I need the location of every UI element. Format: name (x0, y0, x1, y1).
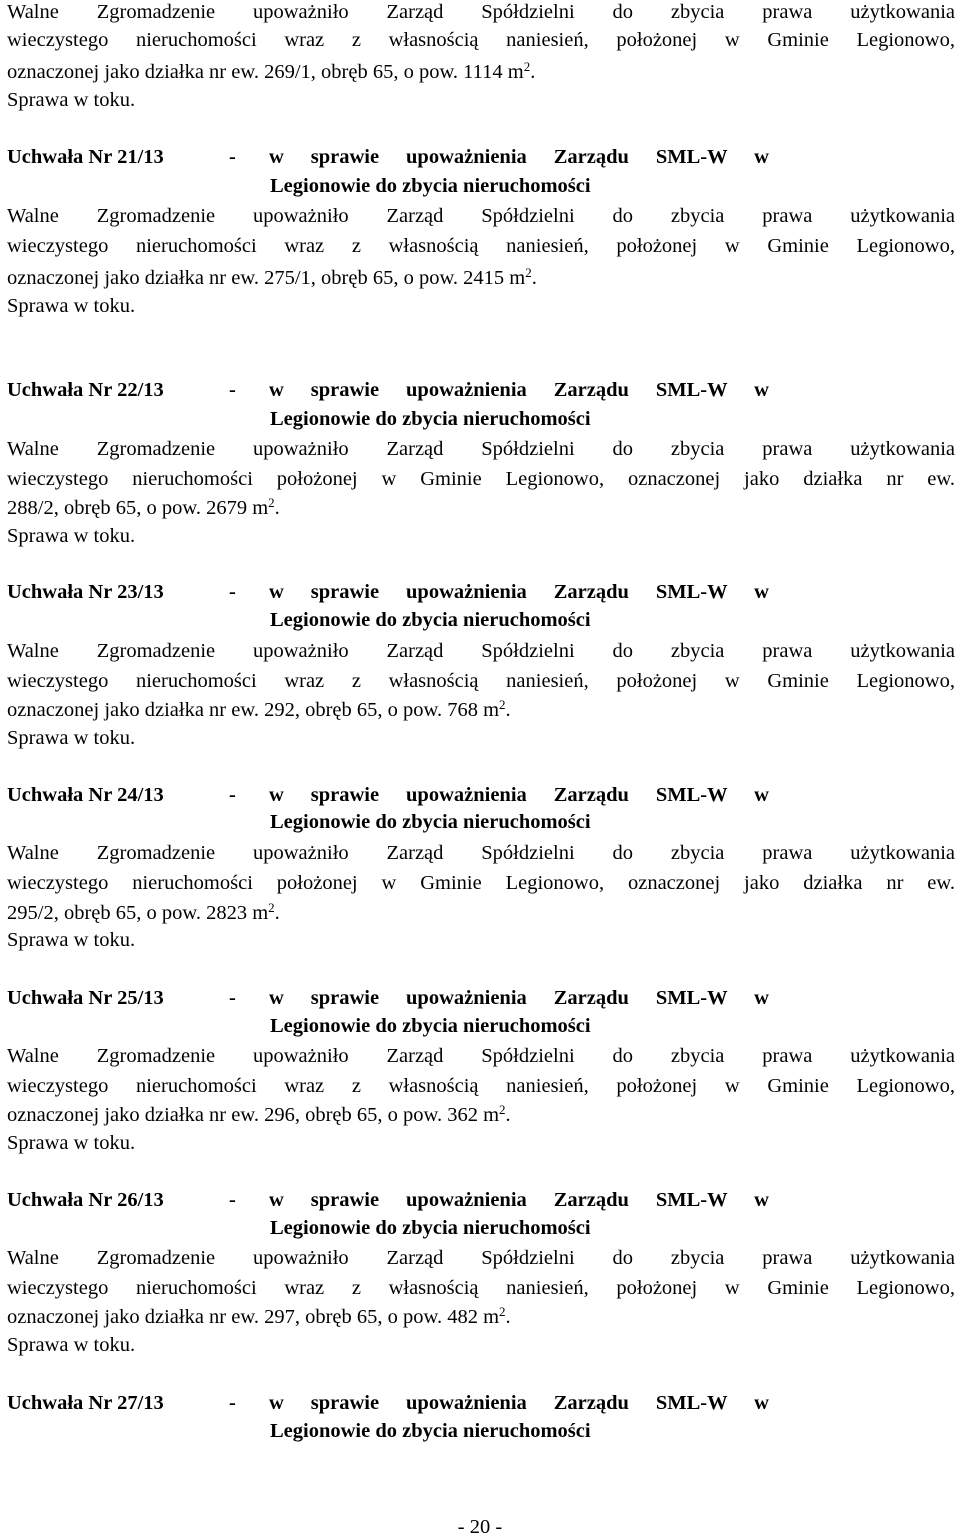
resolution-21-number: Uchwała Nr 21/13 (7, 146, 164, 168)
resolution-23-number: Uchwała Nr 23/13 (7, 581, 164, 603)
intro-body-line-1: Walne Zgromadzenie upoważniło Zarząd Spółdzielni do zbycia prawa użytkowania (7, 1, 955, 23)
resolution-22-superscript: 2 (268, 495, 275, 510)
resolution-21-heading (7, 145, 955, 171)
resolution-27-subject-line-2: Legionowie do zbycia nieruchomości (270, 1420, 591, 1442)
resolution-22-body-line-1: Walne Zgromadzenie upoważniło Zarząd Spółdzielni do zbycia prawa użytkowania (7, 438, 955, 460)
resolution-23-body-line-2: wieczystego nieruchomości wraz z własnością naniesień, położonej w Gminie Legionowo, (7, 670, 955, 692)
resolution-26-body-line-3 (7, 1305, 955, 1331)
resolution-23-subject-line-1: w sprawie upoważnienia Zarządu SML-W w (269, 581, 769, 603)
resolution-22-dash: - (229, 379, 236, 401)
resolution-24-status: Sprawa w toku. (7, 929, 136, 951)
resolution-27-number: Uchwała Nr 27/13 (7, 1392, 164, 1414)
resolution-22-body-line-2: wieczystego nieruchomości położonej w Gminie Legionowo, oznaczonej jako działka nr ew. (7, 468, 955, 490)
resolution-24-number: Uchwała Nr 24/13 (7, 784, 164, 806)
resolution-27-dash: - (229, 1392, 236, 1414)
resolution-22-heading (7, 378, 955, 404)
resolution-25-dash: - (229, 987, 236, 1009)
resolution-25-body-line-3 (7, 1103, 955, 1129)
resolution-21-period: . (531, 267, 537, 289)
intro-superscript: 2 (523, 59, 531, 74)
resolution-22-subject-line-1: w sprawie upoważnienia Zarządu SML-W w (269, 379, 769, 401)
resolution-25-status: Sprawa w toku. (7, 1132, 136, 1154)
resolution-26-period: . (505, 1306, 511, 1328)
resolution-24-period: . (274, 902, 280, 924)
resolution-21-body-line-2: wieczystego nieruchomości wraz z własnością naniesień, położonej w Gminie Legionowo, (7, 235, 955, 257)
resolution-26-subject-line-1: w sprawie upoważnienia Zarządu SML-W w (269, 1189, 769, 1211)
intro-status: Sprawa w toku. (7, 89, 136, 111)
resolution-24-superscript: 2 (268, 900, 275, 915)
resolution-22-number: Uchwała Nr 22/13 (7, 379, 164, 401)
resolution-25-heading (7, 986, 955, 1012)
page-number: - 20 - (457, 1516, 503, 1538)
resolution-23-parcel-text: oznaczonej jako działka nr ew. 292, obręb 65, o pow. 768 m (7, 699, 500, 721)
resolution-25-body-line-2: wieczystego nieruchomości wraz z własnością naniesień, położonej w Gminie Legionowo, (7, 1075, 955, 1097)
intro-body-line-3 (7, 60, 955, 86)
resolution-23-body-line-1: Walne Zgromadzenie upoważniło Zarząd Spółdzielni do zbycia prawa użytkowania (7, 640, 955, 662)
resolution-25-superscript: 2 (499, 1102, 506, 1117)
resolution-26-body-line-2: wieczystego nieruchomości wraz z własnością naniesień, położonej w Gminie Legionowo, (7, 1277, 955, 1299)
resolution-24-heading (7, 783, 955, 809)
resolution-21-subject-line-1: w sprawie upoważnienia Zarządu SML-W w (269, 146, 769, 168)
resolution-21-superscript: 2 (525, 265, 532, 280)
resolution-21-body-line-1: Walne Zgromadzenie upoważniło Zarząd Spółdzielni do zbycia prawa użytkowania (7, 205, 955, 227)
resolution-23-heading (7, 580, 955, 606)
intro-body-line-2: wieczystego nieruchomości wraz z własnością naniesień, położonej w Gminie Legionowo, (7, 29, 955, 51)
resolution-23-period: . (505, 699, 511, 721)
resolution-26-heading (7, 1188, 955, 1214)
resolution-25-body-line-1: Walne Zgromadzenie upoważniło Zarząd Spółdzielni do zbycia prawa użytkowania (7, 1045, 955, 1067)
resolution-21-body-line-3 (7, 266, 955, 292)
resolution-21-dash: - (229, 146, 236, 168)
resolution-22-status: Sprawa w toku. (7, 525, 136, 547)
resolution-21-status: Sprawa w toku. (7, 295, 136, 317)
resolution-26-status: Sprawa w toku. (7, 1334, 136, 1356)
resolution-23-subject-line-2: Legionowie do zbycia nieruchomości (270, 609, 591, 631)
resolution-25-subject-line-2: Legionowie do zbycia nieruchomości (270, 1015, 591, 1037)
resolution-24-body-line-3 (7, 901, 955, 927)
resolution-22-parcel-text: 288/2, obręb 65, o pow. 2679 m (7, 497, 269, 519)
resolution-25-number: Uchwała Nr 25/13 (7, 987, 164, 1009)
resolution-24-body-line-2: wieczystego nieruchomości położonej w Gminie Legionowo, oznaczonej jako działka nr ew. (7, 872, 955, 894)
resolution-27-heading (7, 1391, 955, 1417)
resolution-25-period: . (505, 1104, 511, 1126)
resolution-22-period: . (274, 497, 280, 519)
resolution-21-parcel-text: oznaczonej jako działka nr ew. 275/1, obręb 65, o pow. 2415 m (7, 267, 526, 289)
intro-parcel-text: oznaczonej jako działka nr ew. 269/1, obręb 65, o pow. 1114 m (7, 61, 524, 83)
resolution-24-subject-line-2: Legionowie do zbycia nieruchomości (270, 811, 591, 833)
resolution-21-subject-line-2: Legionowie do zbycia nieruchomości (270, 175, 591, 197)
resolution-23-superscript: 2 (499, 697, 506, 712)
resolution-26-number: Uchwała Nr 26/13 (7, 1189, 164, 1211)
resolution-26-subject-line-2: Legionowie do zbycia nieruchomości (270, 1217, 591, 1239)
resolution-23-dash: - (229, 581, 236, 603)
resolution-26-superscript: 2 (499, 1304, 506, 1319)
resolution-24-subject-line-1: w sprawie upoważnienia Zarządu SML-W w (269, 784, 769, 806)
resolution-23-body-line-3 (7, 698, 955, 724)
resolution-22-body-line-3 (7, 496, 955, 522)
resolution-22-subject-line-2: Legionowie do zbycia nieruchomości (270, 408, 591, 430)
resolution-24-parcel-text: 295/2, obręb 65, o pow. 2823 m (7, 902, 269, 924)
resolution-23-status: Sprawa w toku. (7, 727, 136, 749)
intro-period: . (530, 61, 536, 83)
resolution-26-parcel-text: oznaczonej jako działka nr ew. 297, obręb 65, o pow. 482 m (7, 1306, 500, 1328)
resolution-24-body-line-1: Walne Zgromadzenie upoważniło Zarząd Spółdzielni do zbycia prawa użytkowania (7, 842, 955, 864)
resolution-25-subject-line-1: w sprawie upoważnienia Zarządu SML-W w (269, 987, 769, 1009)
resolution-27-subject-line-1: w sprawie upoważnienia Zarządu SML-W w (269, 1392, 769, 1414)
resolution-25-parcel-text: oznaczonej jako działka nr ew. 296, obręb 65, o pow. 362 m (7, 1104, 500, 1126)
resolution-26-body-line-1: Walne Zgromadzenie upoważniło Zarząd Spółdzielni do zbycia prawa użytkowania (7, 1247, 955, 1269)
resolution-26-dash: - (229, 1189, 236, 1211)
resolution-24-dash: - (229, 784, 236, 806)
